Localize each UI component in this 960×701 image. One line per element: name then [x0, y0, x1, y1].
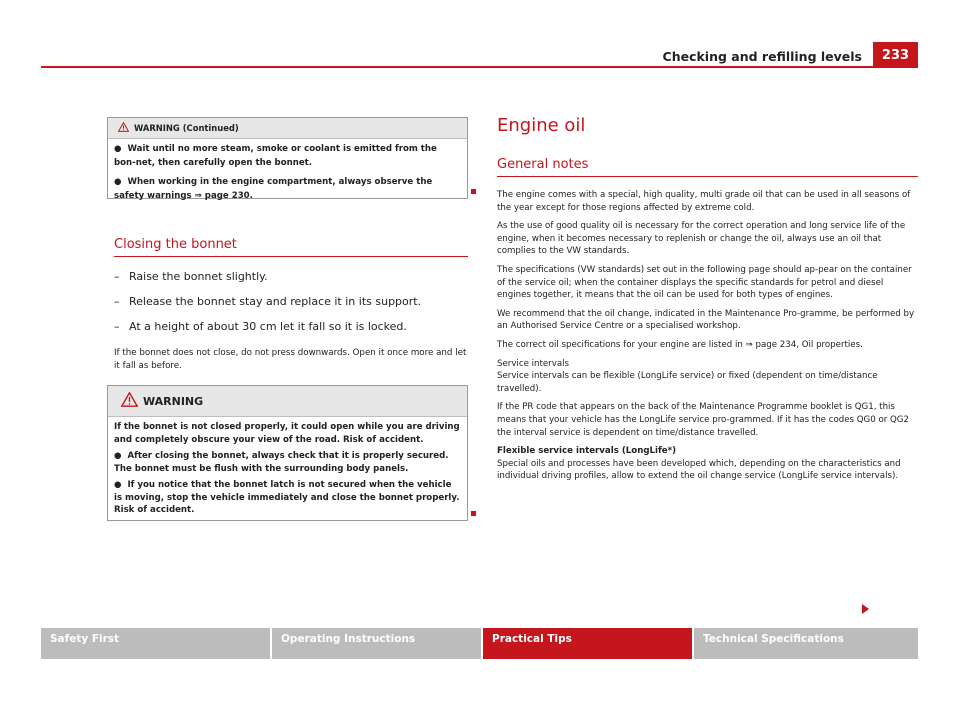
step-item: – Raise the bonnet slightly.: [114, 270, 268, 283]
closing-bonnet-heading: Closing the bonnet: [114, 237, 468, 257]
step-item: – Release the bonnet stay and replace it in its support.: [114, 295, 422, 308]
flexible-intervals-heading: Flexible service intervals (LongLife*): [497, 446, 677, 457]
closing-note: If the bonnet does not close, do not press downwards. Open it once more and let it fall as before.: [114, 348, 467, 371]
warning-box: [107, 385, 468, 521]
footer-tabs: [41, 628, 918, 659]
paragraph: The specifications (VW standards) set out in the following page should ap-pear on the container of the service oil; when the container displays the specific standards for petrol and diesel engines together, it means that the oil can be used for both types of engines.: [497, 264, 912, 301]
warning-item: ● After closing the bonnet, always check that it is properly secured. The bonnet must be flush with the surrounding body panels.: [114, 451, 449, 474]
warning-header: [108, 386, 467, 417]
paragraph: The engine comes with a special, high quality, multi grade oil that can be used in all seasons of the year except for those regions affected by extreme cold.: [497, 190, 911, 213]
paragraph: We recommend that the oil change, indicated in the Maintenance Pro-gramme, be performed by an Authorised Service Centre or a specialised workshop.: [497, 308, 915, 332]
step-item: – At a height of about 30 cm let it fall so it is locked.: [114, 320, 407, 333]
warning-triangle-icon: [118, 122, 129, 134]
warning-intro: If the bonnet is not closed properly, it could open while you are driving and completely obscure your view of the road. Risk of accident.: [114, 422, 460, 445]
general-notes-heading: General notes: [497, 157, 918, 177]
warning-title: WARNING: [143, 394, 204, 408]
warning-continued-header: [108, 118, 467, 139]
warning-item: ● If you notice that the bonnet latch is not secured when the vehicle is moving, stop the vehicle immediately and close the bonnet properly. Risk of accident.: [114, 480, 460, 515]
flexible-intervals-block: Flexible service intervals (LongLife*) Special oils and processes have been developed which, depending on the characteristics and individual driving profiles, allow to extend the oil change service (LongLife service intervals).: [497, 446, 901, 482]
paragraph: If the PR code that appears on the back of the Maintenance Programme booklet is QG1, this means that your vehicle has the LongLife service pro-grammed. If it has the codes QG0 or QG2 the interval service is dependent on time/distance travelled.: [497, 402, 909, 438]
warning-continued-item: ● Wait until no more steam, smoke or coolant is emitted from the bon-net, then carefully open the bonnet.: [114, 144, 437, 168]
closing-steps-list: [114, 268, 468, 343]
tab-practical-tips[interactable]: Practical Tips: [483, 628, 694, 659]
running-header-title: Checking and refilling levels: [662, 49, 862, 64]
warning-triangle-icon: [121, 392, 138, 410]
engine-oil-body: [497, 189, 918, 489]
paragraph: The correct oil specifications for your engine are listed in ⇒ page 234, Oil properties.: [497, 339, 863, 350]
continue-arrow-icon: [862, 604, 869, 614]
warning-continued-box: [107, 117, 468, 199]
service-intervals-heading: Service intervals: [497, 358, 569, 369]
warning-continued-title: WARNING (Continued): [134, 123, 239, 133]
tab-technical-specifications[interactable]: Technical Specifications: [694, 628, 918, 659]
page-number: 233: [873, 42, 918, 68]
warning-continued-item: ● When working in the engine compartment, always observe the safety warnings ⇒ page 230.: [114, 177, 433, 201]
section-end-marker: [471, 511, 476, 516]
header-rule: [41, 66, 918, 68]
engine-oil-heading: Engine oil: [497, 115, 586, 136]
paragraph: As the use of good quality oil is necessary for the correct operation and long service life of the engine, when it becomes necessary to replenish or change the oil, always use an oil that complies to the VW standards.: [497, 221, 906, 257]
tab-operating-instructions[interactable]: Operating Instructions: [272, 628, 483, 659]
tab-safety-first[interactable]: Safety First: [41, 628, 272, 659]
service-intervals-block: Service intervals Service intervals can be flexible (LongLife service) or fixed (dependent on time/distance travelled).: [497, 358, 878, 394]
section-end-marker: [471, 189, 476, 194]
